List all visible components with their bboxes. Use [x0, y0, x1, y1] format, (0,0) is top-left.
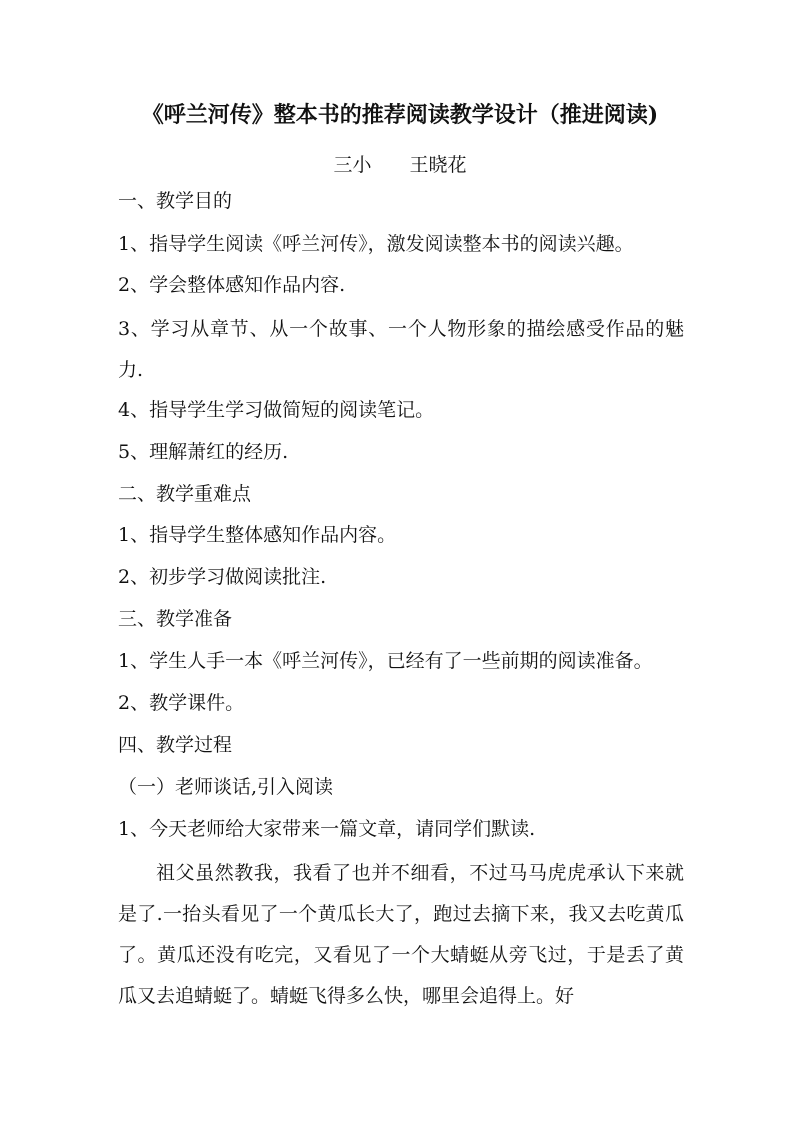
- process-subheading-1: （一）老师谈话,引入阅读: [118, 776, 334, 798]
- process-item-1: 1、今天老师给大家带来一篇文章，请同学们默读.: [118, 818, 536, 840]
- preparation-item-1: 1、学生人手一本《呼兰河传》，已经有了一些前期的阅读准备。: [118, 650, 653, 672]
- objective-item-2: 2、学会整体感知作品内容.: [118, 274, 346, 296]
- document-title: 《呼兰河传》整本书的推荐阅读教学设计（推进阅读): [141, 102, 659, 128]
- author-byline: 三小 王晓花: [333, 154, 467, 176]
- objective-item-4: 4、指导学生学习做简短的阅读笔记。: [118, 399, 435, 421]
- key-point-item-2: 2、初步学习做阅读批注.: [118, 566, 327, 588]
- key-point-item-1: 1、指导学生整体感知作品内容。: [118, 524, 397, 546]
- section-heading-key-points: 二、教学重难点: [118, 483, 252, 505]
- section-heading-objectives: 一、教学目的: [118, 190, 233, 212]
- section-heading-process: 四、教学过程: [118, 734, 233, 756]
- objective-item-1: 1、指导学生阅读《呼兰河传》，激发阅读整本书的阅读兴趣。: [118, 233, 634, 255]
- objective-item-3: 3、学习从章节、从一个故事、一个人物形象的描绘感受作品的魅力.: [118, 318, 684, 381]
- preparation-item-2: 2、教学课件。: [118, 692, 245, 714]
- reading-passage: 祖父虽然教我，我看了也并不细看，不过马马虎虎承认下来就是了.一抬头看见了一个黄瓜长大了，跑过去摘下来，我又去吃黄瓜了。黄瓜还没有吃完，又看见了一个大蜻蜓从旁飞过，于是丢了黄瓜又去追蜻蜓了。蜻蜓飞得多么快，哪里会追得上。好: [118, 862, 684, 1007]
- objective-item-5: 5、理解萧红的经历.: [118, 441, 289, 463]
- section-heading-preparation: 三、教学准备: [118, 608, 233, 630]
